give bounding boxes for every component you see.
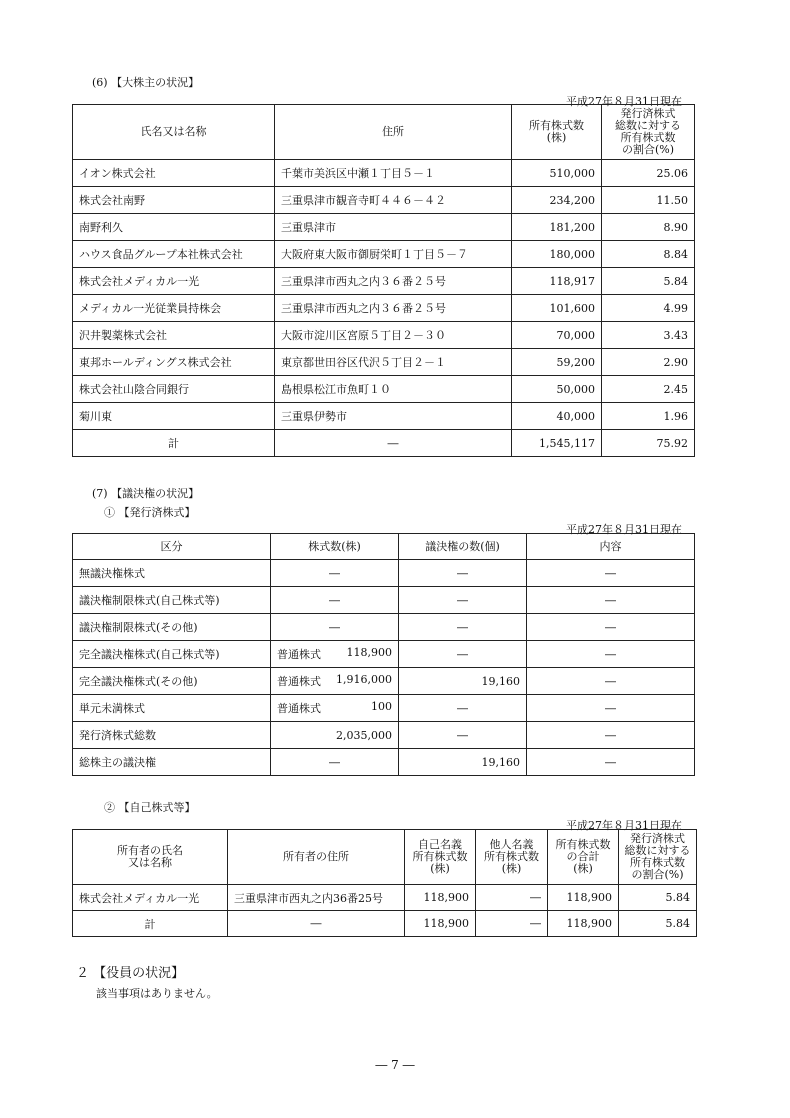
voting-rights-table — [72, 533, 695, 776]
table-header-row — [73, 105, 695, 160]
header-ratio: 発行済株式 総数に対する 所有株式数 の割合(%) — [602, 105, 695, 160]
shareholder-name: 南野利久 — [73, 214, 275, 241]
shareholder-address: 東京都世田谷区代沢５丁目２－１ — [275, 349, 512, 376]
shares-held: 70,000 — [512, 322, 602, 349]
content: ― — [527, 722, 695, 749]
ownership-ratio: 8.90 — [602, 214, 695, 241]
table-row — [73, 349, 695, 376]
header-ratio: 発行済株式 総数に対する 所有株式数 の割合(%) — [619, 830, 697, 885]
shareholder-address: 三重県津市観音寺町４４６－４２ — [275, 187, 512, 214]
shareholder-address: 大阪府東大阪市御厨栄町１丁目５－７ — [275, 241, 512, 268]
header-votes: 議決権の数(個) — [399, 534, 527, 560]
share-type: 普通株式 — [277, 648, 321, 661]
table-row — [73, 160, 695, 187]
ownership-ratio: 2.45 — [602, 376, 695, 403]
table-row — [73, 749, 695, 776]
section6-heading: (6) 【大株主の状況】 — [92, 76, 200, 89]
total-ratio: 5.84 — [619, 911, 697, 937]
total-address: ― — [228, 911, 405, 937]
table-row — [73, 587, 695, 614]
shareholder-address: 三重県津市 — [275, 214, 512, 241]
header-shares: 所有株式数 (株) — [512, 105, 602, 160]
shareholder-address: 島根県松江市魚町１０ — [275, 376, 512, 403]
votes: 19,160 — [399, 668, 527, 695]
shareholder-name: 株式会社山陰合同銀行 — [73, 376, 275, 403]
total-address: ― — [275, 430, 512, 457]
shareholder-address: 三重県津市西丸之内３６番２５号 — [275, 268, 512, 295]
header-address: 所有者の住所 — [228, 830, 405, 885]
total-own-shares: 118,900 — [405, 911, 476, 937]
votes: ― — [399, 560, 527, 587]
total-ratio: 75.92 — [602, 430, 695, 457]
table-row — [73, 187, 695, 214]
table-row — [73, 376, 695, 403]
total-label: 計 — [73, 911, 228, 937]
page-number: ― 7 ― — [375, 1058, 415, 1072]
section7-sub1-heading: ① 【発行済株式】 — [104, 506, 196, 519]
ownership-ratio: 5.84 — [602, 268, 695, 295]
section7-heading: (7) 【議決権の状況】 — [92, 487, 200, 500]
shares-cell — [271, 668, 399, 695]
header-own-shares: 自己名義 所有株式数 (株) — [405, 830, 476, 885]
section2-text: 該当事項はありません。 — [96, 987, 218, 1000]
ownership-ratio: 1.96 — [602, 403, 695, 430]
table-row — [73, 241, 695, 268]
shareholder-name: イオン株式会社 — [73, 160, 275, 187]
table-row — [73, 295, 695, 322]
other-shares: ― — [476, 885, 548, 911]
category: 完全議決権株式(その他) — [73, 668, 271, 695]
ownership-ratio: 3.43 — [602, 322, 695, 349]
shareholder-name: 株式会社南野 — [73, 187, 275, 214]
header-name: 氏名又は名称 — [73, 105, 275, 160]
total-shares: 118,900 — [548, 885, 619, 911]
table-row — [73, 668, 695, 695]
table-header-row — [73, 830, 697, 885]
shares-cell — [271, 641, 399, 668]
header-content: 内容 — [527, 534, 695, 560]
own-shares: 118,900 — [405, 885, 476, 911]
share-type: 普通株式 — [277, 675, 321, 688]
shareholder-name: 東邦ホールディングス株式会社 — [73, 349, 275, 376]
content: ― — [527, 668, 695, 695]
votes: ― — [399, 587, 527, 614]
table-header-row — [73, 534, 695, 560]
table-row — [73, 722, 695, 749]
category: 議決権制限株式(自己株式等) — [73, 587, 271, 614]
header-owner: 所有者の氏名 又は名称 — [73, 830, 228, 885]
header-category: 区分 — [73, 534, 271, 560]
content: ― — [527, 641, 695, 668]
shares-held: 50,000 — [512, 376, 602, 403]
votes: ― — [399, 614, 527, 641]
share-count: 100 — [371, 700, 392, 713]
section7-sub2-heading: ② 【自己株式等】 — [104, 801, 196, 814]
shares-held: 118,917 — [512, 268, 602, 295]
shareholder-name: 菊川東 — [73, 403, 275, 430]
category: 発行済株式総数 — [73, 722, 271, 749]
ownership-ratio: 8.84 — [602, 241, 695, 268]
table-row — [73, 695, 695, 722]
shareholder-name: メディカル一光従業員持株会 — [73, 295, 275, 322]
share-count: 1,916,000 — [336, 673, 392, 686]
ratio: 5.84 — [619, 885, 697, 911]
shares-held: 180,000 — [512, 241, 602, 268]
total-total-shares: 118,900 — [548, 911, 619, 937]
votes: ― — [399, 695, 527, 722]
shares-held: 181,200 — [512, 214, 602, 241]
shares-cell: ― — [271, 614, 399, 641]
table-total-row — [73, 430, 695, 457]
shares-held: 59,200 — [512, 349, 602, 376]
table-row — [73, 641, 695, 668]
shares-held: 234,200 — [512, 187, 602, 214]
votes: ― — [399, 722, 527, 749]
table-row — [73, 403, 695, 430]
shareholder-name: 沢井製薬株式会社 — [73, 322, 275, 349]
shares-held: 40,000 — [512, 403, 602, 430]
shares-cell: ― — [271, 560, 399, 587]
table-row — [73, 614, 695, 641]
category: 単元未満株式 — [73, 695, 271, 722]
shares-cell — [271, 695, 399, 722]
shareholder-name: 株式会社メディカル一光 — [73, 268, 275, 295]
content: ― — [527, 560, 695, 587]
shares-held: 101,600 — [512, 295, 602, 322]
header-shares: 株式数(株) — [271, 534, 399, 560]
content: ― — [527, 587, 695, 614]
ownership-ratio: 11.50 — [602, 187, 695, 214]
header-total-shares: 所有株式数 の合計 (株) — [548, 830, 619, 885]
table-total-row — [73, 911, 697, 937]
total-shares: 1,545,117 — [512, 430, 602, 457]
category: 無議決権株式 — [73, 560, 271, 587]
shares-cell: ― — [271, 587, 399, 614]
total-other-shares: ― — [476, 911, 548, 937]
table-row — [73, 885, 697, 911]
shares-held: 510,000 — [512, 160, 602, 187]
votes: ― — [399, 641, 527, 668]
shareholder-address: 千葉市美浜区中瀬１丁目５－１ — [275, 160, 512, 187]
share-type: 普通株式 — [277, 702, 321, 715]
shareholder-address: 大阪市淀川区宮原５丁目２－３０ — [275, 322, 512, 349]
total-label: 計 — [73, 430, 275, 457]
section6-as-of-date: 平成27年８月31日現在 — [566, 95, 682, 108]
content: ― — [527, 614, 695, 641]
category: 議決権制限株式(その他) — [73, 614, 271, 641]
section2-heading: ２ 【役員の状況】 — [76, 966, 185, 981]
table-row — [73, 322, 695, 349]
header-address: 住所 — [275, 105, 512, 160]
shares-cell: 2,035,000 — [271, 722, 399, 749]
table-row — [73, 214, 695, 241]
treasury-stock-table — [72, 829, 697, 937]
content: ― — [527, 695, 695, 722]
owner-name: 株式会社メディカル一光 — [73, 885, 228, 911]
ownership-ratio: 2.90 — [602, 349, 695, 376]
shareholder-address: 三重県伊勢市 — [275, 403, 512, 430]
category: 総株主の議決権 — [73, 749, 271, 776]
ownership-ratio: 4.99 — [602, 295, 695, 322]
section7-sub2-as-of-date: 平成27年８月31日現在 — [566, 819, 682, 832]
votes: 19,160 — [399, 749, 527, 776]
shareholder-name: ハウス食品グループ本社株式会社 — [73, 241, 275, 268]
major-shareholders-table — [72, 104, 695, 457]
section7-sub1-as-of-date: 平成27年８月31日現在 — [566, 523, 682, 536]
header-other-shares: 他人名義 所有株式数 (株) — [476, 830, 548, 885]
owner-address: 三重県津市西丸之内36番25号 — [228, 885, 405, 911]
ownership-ratio: 25.06 — [602, 160, 695, 187]
table-row — [73, 560, 695, 587]
content: ― — [527, 749, 695, 776]
category: 完全議決権株式(自己株式等) — [73, 641, 271, 668]
shares-cell: ― — [271, 749, 399, 776]
share-count: 118,900 — [346, 646, 392, 659]
shareholder-address: 三重県津市西丸之内３６番２５号 — [275, 295, 512, 322]
table-row — [73, 268, 695, 295]
